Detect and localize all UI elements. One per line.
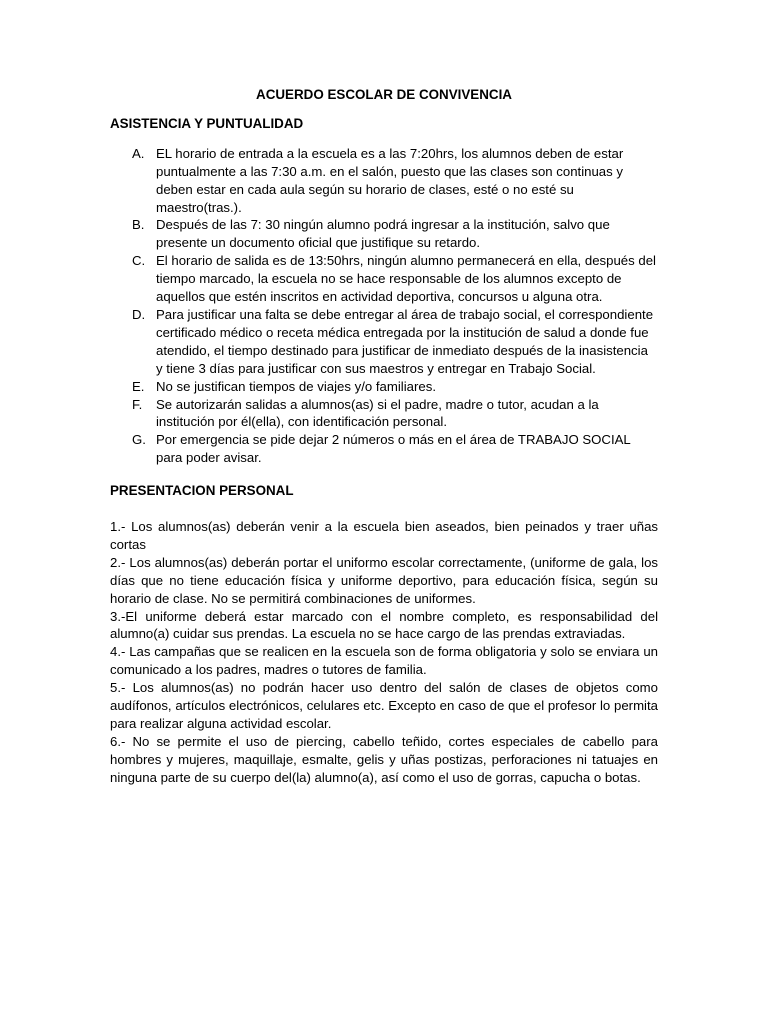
document-title: ACUERDO ESCOLAR DE CONVIVENCIA [256,87,512,102]
list-marker: D. [132,306,146,322]
list-marker: E. [132,378,145,394]
section-heading-attendance: ASISTENCIA Y PUNTUALIDAD [110,115,304,131]
list-item [110,396,658,432]
personal-presentation-rules-list [110,518,658,787]
list-item: 4.- Las campañas que se realicen en la escuela son de forma obligatoria y solo se enviara un comunicado a los padres, madres o tutores de familia. [110,644,658,678]
list-item: 5.- Los alumnos(as) no podrán hacer uso dentro del salón de clases de objetos como audífonos, artículos electrónicos, celulares etc. Excepto en caso de que el profesor lo permita para realizar alguna actividad escolar. [110,680,658,731]
list-item: 1.- Los alumnos(as) deberán venir a la escuela bien aseados, bien peinados y traer uñas cortas [110,519,658,552]
list-item: 6.- No se permite el uso de piercing, cabello teñido, cortes especiales de cabello para hombres y mujeres, maquillaje, esmalte, gelis y uñas postizas, perforaciones ni tatuajes en ninguna parte de su cuerpo del(la) alumno(a), así como el uso de gorras, capucha o botas. [110,733,658,785]
list-marker: F. [132,396,143,412]
list-item-text: Para justificar una falta se debe entregar al área de trabajo social, el correspondiente certificado médico o receta médica entregada por la institución de salud a donde fue atendido, el tiempo destinado para justificar de inmediato después de la inasistencia y tiene 3 días para justificar con sus maestros y entregar en Trabajo Social. [156,306,654,376]
list-item-text: Se autorizarán salidas a alumnos(as) si el padre, madre o tutor, acudan a la institución por él(ella), con identificación personal. [156,396,599,430]
section-heading-personal-presentation: PRESENTACION PERSONAL [110,483,294,499]
list-item-text: No se justifican tiempos de viajes y/o familiares. [156,378,436,394]
list-item-text: El horario de salida es de 13:50hrs, ningún alumno permanecerá en ella, después del tiempo marcado, la escuela no se hace responsable de los alumnos excepto de aquellos que estén inscritos en actividad deportiva, concursos u alguna otra. [156,253,656,305]
list-item: 3.-El uniforme deberá estar marcado con el nombre completo, es responsabilidad del alumno(a) cuidar sus prendas. La escuela no se hace cargo de las prendas extraviadas. [110,608,658,642]
list-marker: A. [132,145,145,161]
list-item [110,145,658,217]
list-item [110,216,658,252]
attendance-rules-list [110,145,658,467]
list-item-text: EL horario de entrada a la escuela es a las 7:20hrs, los alumnos deben de estar puntualmente a las 7:30 a.m. en el salón, puesto que las clases son continuas y deben estar en cada aula según su horario de clases, esté o no esté su maestro(tras.). [156,145,624,215]
list-marker: G. [132,432,146,448]
list-marker: B. [132,217,145,233]
list-item-text: Por emergencia se pide dejar 2 números o más en el área de TRABAJO SOCIAL para poder avisar. [156,432,631,466]
list-item-text: Después de las 7: 30 ningún alumno podrá ingresar a la institución, salvo que presente un documento oficial que justifique su retardo. [156,217,610,251]
list-marker: C. [132,253,146,269]
list-item [110,252,658,306]
list-item: 2.- Los alumnos(as) deberán portar el uniformo escolar correctamente, (uniforme de gala, los días que no tiene educación física y uniforme deportivo, para educación física, según su horario de clase. No se permitirá combinaciones de uniformes. [110,554,658,606]
list-item [110,431,658,467]
list-item [110,306,658,378]
document-page [110,86,658,787]
list-item [110,378,658,396]
